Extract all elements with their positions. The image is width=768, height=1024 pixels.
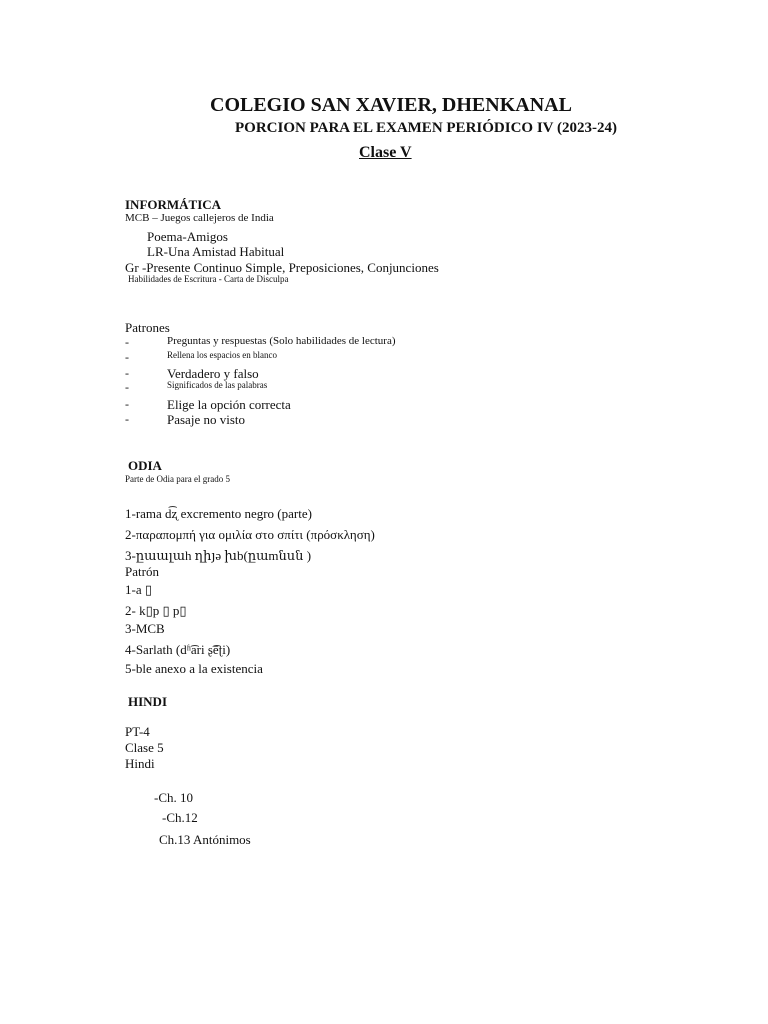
hindi-chapter: Ch.13 Antónimos xyxy=(159,832,251,847)
patrones-bullet: - xyxy=(125,350,129,364)
informatica-line-poem: Poema-Amigos xyxy=(147,229,228,244)
odia-pattern-4: 4-Sarlath (dʱ͡ari ʂ͡ēʈi) xyxy=(125,642,231,657)
hindi-heading: HINDI xyxy=(128,694,168,709)
odia-pattern-5: 5-ble anexo a la existencia xyxy=(125,661,263,676)
hindi-chapter: -Ch. 10 xyxy=(154,790,193,805)
patrones-item: Verdadero y falso xyxy=(167,366,259,381)
odia-line-2: 2-παραπομπή για ομιλία στο σπίτι (πρόσκληση) xyxy=(125,527,375,542)
informatica-heading: INFORMÁTICA xyxy=(125,197,222,212)
informatica-line-writing: Habilidades de Escritura - Carta de Disculpa xyxy=(128,274,289,284)
patrones-item: Significados de las palabras xyxy=(167,380,268,390)
patrones-bullet: - xyxy=(125,412,129,426)
informatica-line-lr: LR-Una Amistad Habitual xyxy=(147,244,285,259)
patrones-bullet: - xyxy=(125,380,129,394)
patrones-item: Elige la opción correcta xyxy=(167,397,291,412)
patrones-item: Rellena los espacios en blanco xyxy=(167,350,277,360)
patrones-bullet: - xyxy=(125,366,129,380)
patrones-heading: Patrones xyxy=(125,320,170,335)
odia-line-1: 1-rama d͡ʐ excremento negro (parte) xyxy=(125,506,312,521)
odia-subtitle: Parte de Odia para el grado 5 xyxy=(125,474,230,484)
patrones-item: Preguntas y respuestas (Solo habilidades de lectura) xyxy=(167,335,396,347)
odia-pattern-3: 3-MCB xyxy=(125,621,165,636)
odia-line-3: 3-ըաալաh ղիյə խb(ըաmնսն ) xyxy=(125,548,312,563)
hindi-line-class: Clase 5 xyxy=(125,740,164,755)
informatica-line-mcb: MCB – Juegos callejeros de India xyxy=(125,212,274,224)
informatica-line-grammar: Gr -Presente Continuo Simple, Preposiciones, Conjunciones xyxy=(125,260,439,275)
odia-pattern-2: 2- k▯p ▯ p▯ xyxy=(125,603,187,618)
exam-subtitle: PORCION PARA EL EXAMEN PERIÓDICO IV (2023-24) xyxy=(235,120,617,136)
odia-pattern-heading: Patrón xyxy=(125,564,159,579)
odia-pattern-1: 1-a ▯ xyxy=(125,582,153,597)
patrones-bullet: - xyxy=(125,397,129,411)
hindi-line-subject: Hindi xyxy=(125,756,155,771)
patrones-bullet: - xyxy=(125,335,129,349)
school-title: COLEGIO SAN XAVIER, DHENKANAL xyxy=(210,94,572,116)
class-label: Clase V xyxy=(359,144,412,161)
patrones-item: Pasaje no visto xyxy=(167,412,245,427)
hindi-line-pt: PT-4 xyxy=(125,724,150,739)
odia-heading: ODIA xyxy=(128,458,162,473)
hindi-chapter: -Ch.12 xyxy=(162,810,198,825)
